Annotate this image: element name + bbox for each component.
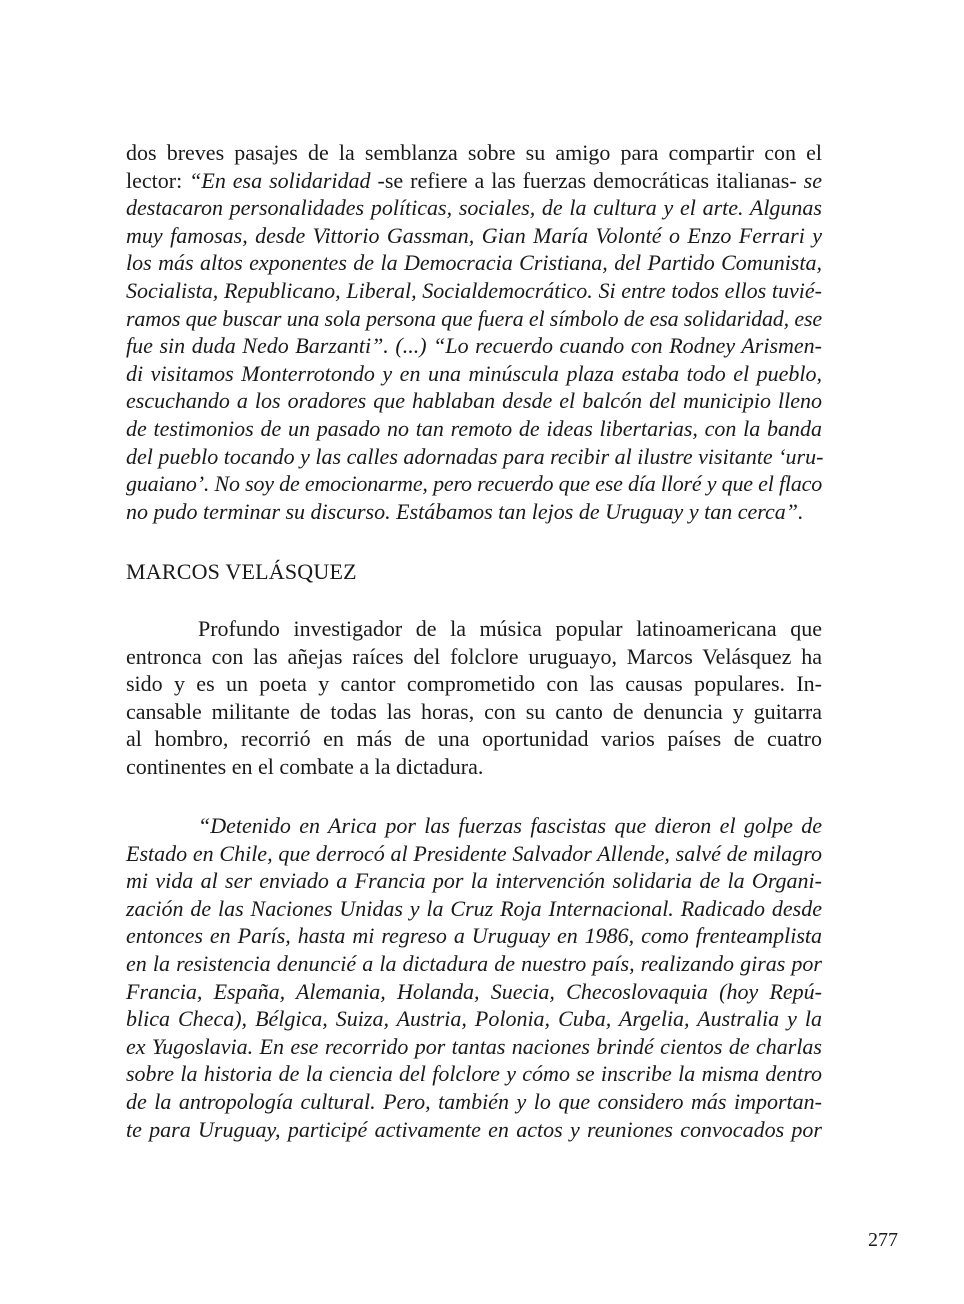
text-line: muy famosas, desde Vittorio Gassman, Gian María Volonté o Enzo Ferrari y — [126, 222, 822, 248]
text-line: cansable militante de todas las horas, con su canto de denuncia y guitarra — [126, 698, 822, 724]
section-heading: MARCOS VELÁSQUEZ — [126, 559, 357, 584]
text-line: al hombro, recorrió en más de una oportunidad varios países de cuatro — [126, 726, 822, 752]
italic-quote-run: “En esa solidaridad — [189, 167, 371, 193]
text-line: entonces en París, hasta mi regreso a Uruguay en 1986, como frenteamplista — [126, 923, 822, 949]
text-line: Francia, España, Alemania, Holanda, Suecia, Checoslovaquia (hoy Repú- — [126, 978, 822, 1004]
text-line: ramos que buscar una sola persona que fuera el símbolo de esa solidaridad, ese — [126, 305, 822, 331]
page-number: 277 — [868, 1229, 898, 1251]
text-line: Estado en Chile, que derrocó al Presidente Salvador Allende, salvé de milagro — [126, 840, 822, 866]
italic-quote-run: se — [803, 167, 822, 193]
text-line: continentes en el combate a la dictadura. — [126, 753, 484, 779]
text-line: escuchando a los oradores que hablaban desde el balcón del municipio lleno — [126, 388, 822, 414]
text-line: Profundo investigador de la música popular latinoamericana que — [198, 616, 822, 641]
text-line: sido y es un poeta y cantor comprometido con las causas populares. In- — [126, 671, 822, 697]
text-line: zación de las Naciones Unidas y la Cruz Roja Internacional. Radicado desde — [126, 895, 822, 921]
text-line: ex Yugoslavia. En ese recorrido por tantas naciones brindé cientos de charlas — [126, 1033, 822, 1059]
paragraph-nedo-barzanti-quote — [126, 139, 822, 525]
text-line: dos breves pasajes de la semblanza sobre su amigo para compartir con el — [126, 140, 822, 165]
text-line: destacaron personalidades políticas, sociales, de la cultura y el arte. Algunas — [126, 195, 822, 221]
paragraph-marcos-velasquez-intro — [126, 615, 822, 781]
text-line: de testimonios de un pasado no tan remoto de ideas libertarias, con la banda — [126, 415, 822, 441]
text-line: di visitamos Monterrotondo y en una minúscula plaza estaba todo el pueblo, — [126, 360, 822, 386]
text-line: mi vida al ser enviado a Francia por la intervención solidaria de la Organi- — [126, 868, 822, 894]
text-run: -se refiere a las fuerzas democráticas italianas- — [370, 167, 804, 193]
text-line: blica Checa), Bélgica, Suiza, Austria, Polonia, Cuba, Argelia, Australia y la — [126, 1006, 822, 1032]
text-line: del pueblo tocando y las calles adornadas para recibir al ilustre visitante ‘uru- — [126, 443, 824, 469]
text-line: de la antropología cultural. Pero, también y lo que considero más importan- — [126, 1088, 822, 1114]
text-line — [126, 167, 822, 195]
text-line: “Detenido en Arica por las fuerzas fascistas que dieron el golpe de — [198, 813, 822, 838]
text-line: guaiano’. No soy de emocionarme, pero recuerdo que ese día lloré y que el flaco — [126, 471, 822, 497]
text-line: entronca con las añejas raíces del folclore uruguayo, Marcos Velásquez ha — [126, 643, 822, 669]
text-run: lector: — [126, 167, 190, 193]
text-line: en la resistencia denuncié a la dictadura de nuestro país, realizando giras por — [126, 950, 822, 976]
paragraph-velasquez-quote — [126, 812, 822, 1143]
text-line: te para Uruguay, participé activamente en actos y reuniones convocados por — [126, 1116, 822, 1142]
text-line: fue sin duda Nedo Barzanti”. (...) “Lo recuerdo cuando con Rodney Arismen- — [126, 333, 822, 359]
text-line: Socialista, Republicano, Liberal, Socialdemocrático. Si entre todos ellos tuvié- — [126, 277, 822, 303]
text-line: los más altos exponentes de la Democracia Cristiana, del Partido Comunista, — [126, 250, 822, 276]
text-line: no pudo terminar su discurso. Estábamos tan lejos de Uruguay y tan cerca”. — [126, 498, 804, 524]
text-line: sobre la historia de la ciencia del folclore y cómo se inscribe la misma dentro — [126, 1061, 822, 1087]
